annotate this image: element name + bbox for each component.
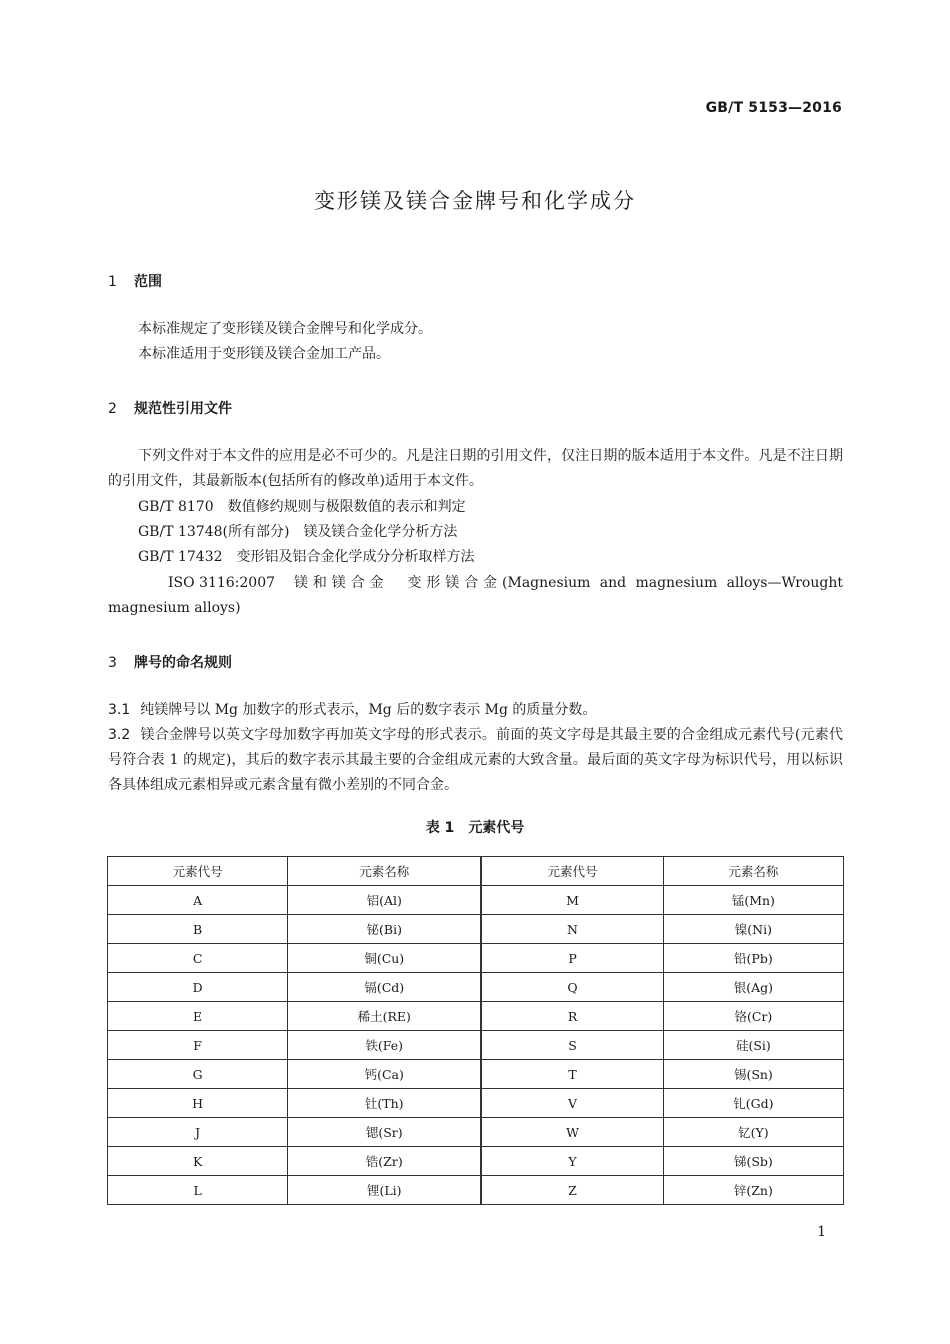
element-name-cell: 铬(Cr) [663, 1002, 843, 1031]
element-name-cell: 银(Ag) [663, 973, 843, 1002]
reference-code: ISO 3116:2007 [168, 575, 276, 591]
normative-reference [108, 520, 843, 545]
section-3-heading [108, 652, 232, 672]
element-code-cell: S [481, 1031, 663, 1060]
table-row [108, 944, 844, 973]
clause-3-2 [108, 723, 843, 798]
element-name-cell: 钆(Gd) [663, 1089, 843, 1118]
reference-title: 镁及镁合金化学分析方法 [303, 524, 458, 540]
clause-text: 镁合金牌号以英文字母加数字再加英文字母的形式表示。前面的英文字母是其最主要的合金组成元素代号(元素代号符合表 1 的规定)，其后的数字表示其最主要的合金组成元素的大致含量。最后面的英文字母为标识代号，用以标识各具体组成元素相异或元素含量有微小差别的不同合金。 [108, 727, 843, 793]
page-number: 1 [817, 1224, 826, 1240]
element-code-cell: R [481, 1002, 663, 1031]
element-code-cell: J [108, 1118, 288, 1147]
element-name-cell: 锶(Sr) [288, 1118, 482, 1147]
standard-code: GB/T 5153—2016 [705, 100, 842, 116]
element-name-cell: 锆(Zr) [288, 1147, 482, 1176]
element-name-cell: 钍(Th) [288, 1089, 482, 1118]
element-name-cell: 铁(Fe) [288, 1031, 482, 1060]
element-name-cell: 镉(Cd) [288, 973, 482, 1002]
element-code-cell: M [481, 886, 663, 915]
table-row [108, 1002, 844, 1031]
paragraph: 本标准规定了变形镁及镁合金牌号和化学成分。 [138, 321, 432, 337]
column-header: 元素代号 [481, 857, 663, 886]
table-row [108, 1031, 844, 1060]
reference-code: GB/T 13748(所有部分) [138, 524, 290, 540]
element-code-cell: T [481, 1060, 663, 1089]
table-number: 表 1 [425, 820, 455, 836]
element-name-cell: 锂(Li) [288, 1176, 482, 1205]
element-code-cell: Z [481, 1176, 663, 1205]
clause-3-1 [108, 698, 843, 723]
normative-reference [108, 545, 843, 570]
element-code-cell: Y [481, 1147, 663, 1176]
element-name-cell: 铝(Al) [288, 886, 482, 915]
element-code-cell: N [481, 915, 663, 944]
element-name-cell: 钇(Y) [663, 1118, 843, 1147]
table-row [108, 973, 844, 1002]
table-row [108, 886, 844, 915]
section-title: 规范性引用文件 [134, 401, 232, 417]
table-row [108, 1060, 844, 1089]
element-code-cell: F [108, 1031, 288, 1060]
element-code-cell: L [108, 1176, 288, 1205]
element-name-cell: 锌(Zn) [663, 1176, 843, 1205]
paragraph: 本标准适用于变形镁及镁合金加工产品。 [138, 346, 390, 362]
column-header: 元素名称 [288, 857, 482, 886]
section-number: 3 [108, 655, 117, 671]
document-title: 变形镁及镁合金牌号和化学成分 [314, 189, 636, 213]
table-row [108, 1147, 844, 1176]
element-code-cell: H [108, 1089, 288, 1118]
table-row [108, 1089, 844, 1118]
clause-number: 3.2 [108, 727, 131, 743]
reference-code: GB/T 8170 [138, 499, 214, 515]
column-header: 元素名称 [663, 857, 843, 886]
element-code-cell: K [108, 1147, 288, 1176]
clause-number: 3.1 [108, 702, 131, 718]
table-row [108, 1176, 844, 1205]
element-name-cell: 锰(Mn) [663, 886, 843, 915]
section-title: 范围 [134, 274, 162, 290]
table-row [108, 915, 844, 944]
element-name-cell: 锡(Sn) [663, 1060, 843, 1089]
element-code-cell: D [108, 973, 288, 1002]
element-name-cell: 钙(Ca) [288, 1060, 482, 1089]
table-caption [0, 817, 950, 837]
reference-title: 镁和镁合金 变形镁合金(Magnesium and magnesium alloys—Wrought magnesium alloys) [108, 575, 843, 616]
element-code-cell: B [108, 915, 288, 944]
element-name-cell: 铋(Bi) [288, 915, 482, 944]
element-name-cell: 稀土(RE) [288, 1002, 482, 1031]
column-header: 元素代号 [108, 857, 288, 886]
element-code-cell: W [481, 1118, 663, 1147]
element-code-cell: E [108, 1002, 288, 1031]
section-2-heading [108, 398, 232, 418]
reference-title: 数值修约规则与极限数值的表示和判定 [227, 499, 466, 515]
element-code-cell: V [481, 1089, 663, 1118]
element-name-cell: 铅(Pb) [663, 944, 843, 973]
element-code-cell: G [108, 1060, 288, 1089]
table-header-row [108, 857, 844, 886]
element-code-table [107, 856, 844, 1205]
element-name-cell: 镍(Ni) [663, 915, 843, 944]
paragraph: 下列文件对于本文件的应用是必不可少的。凡是注日期的引用文件，仅注日期的版本适用于本文件。凡是不注日期的引用文件，其最新版本(包括所有的修改单)适用于本文件。 [108, 448, 843, 489]
section-number: 1 [108, 274, 117, 290]
table-title: 元素代号 [468, 820, 525, 836]
element-name-cell: 锑(Sb) [663, 1147, 843, 1176]
section-number: 2 [108, 401, 117, 417]
element-code-cell: Q [481, 973, 663, 1002]
element-name-cell: 硅(Si) [663, 1031, 843, 1060]
element-name-cell: 铜(Cu) [288, 944, 482, 973]
reference-code: GB/T 17432 [138, 549, 223, 565]
section-1-heading [108, 271, 162, 291]
table-row [108, 1118, 844, 1147]
element-code-cell: P [481, 944, 663, 973]
section-title: 牌号的命名规则 [134, 655, 232, 671]
element-code-cell: C [108, 944, 288, 973]
normative-reference [108, 495, 843, 520]
reference-title: 变形铝及铝合金化学成分分析取样方法 [236, 549, 475, 565]
clause-text: 纯镁牌号以 Mg 加数字的形式表示，Mg 后的数字表示 Mg 的质量分数。 [140, 702, 597, 718]
element-code-cell: A [108, 886, 288, 915]
normative-reference [108, 571, 843, 621]
